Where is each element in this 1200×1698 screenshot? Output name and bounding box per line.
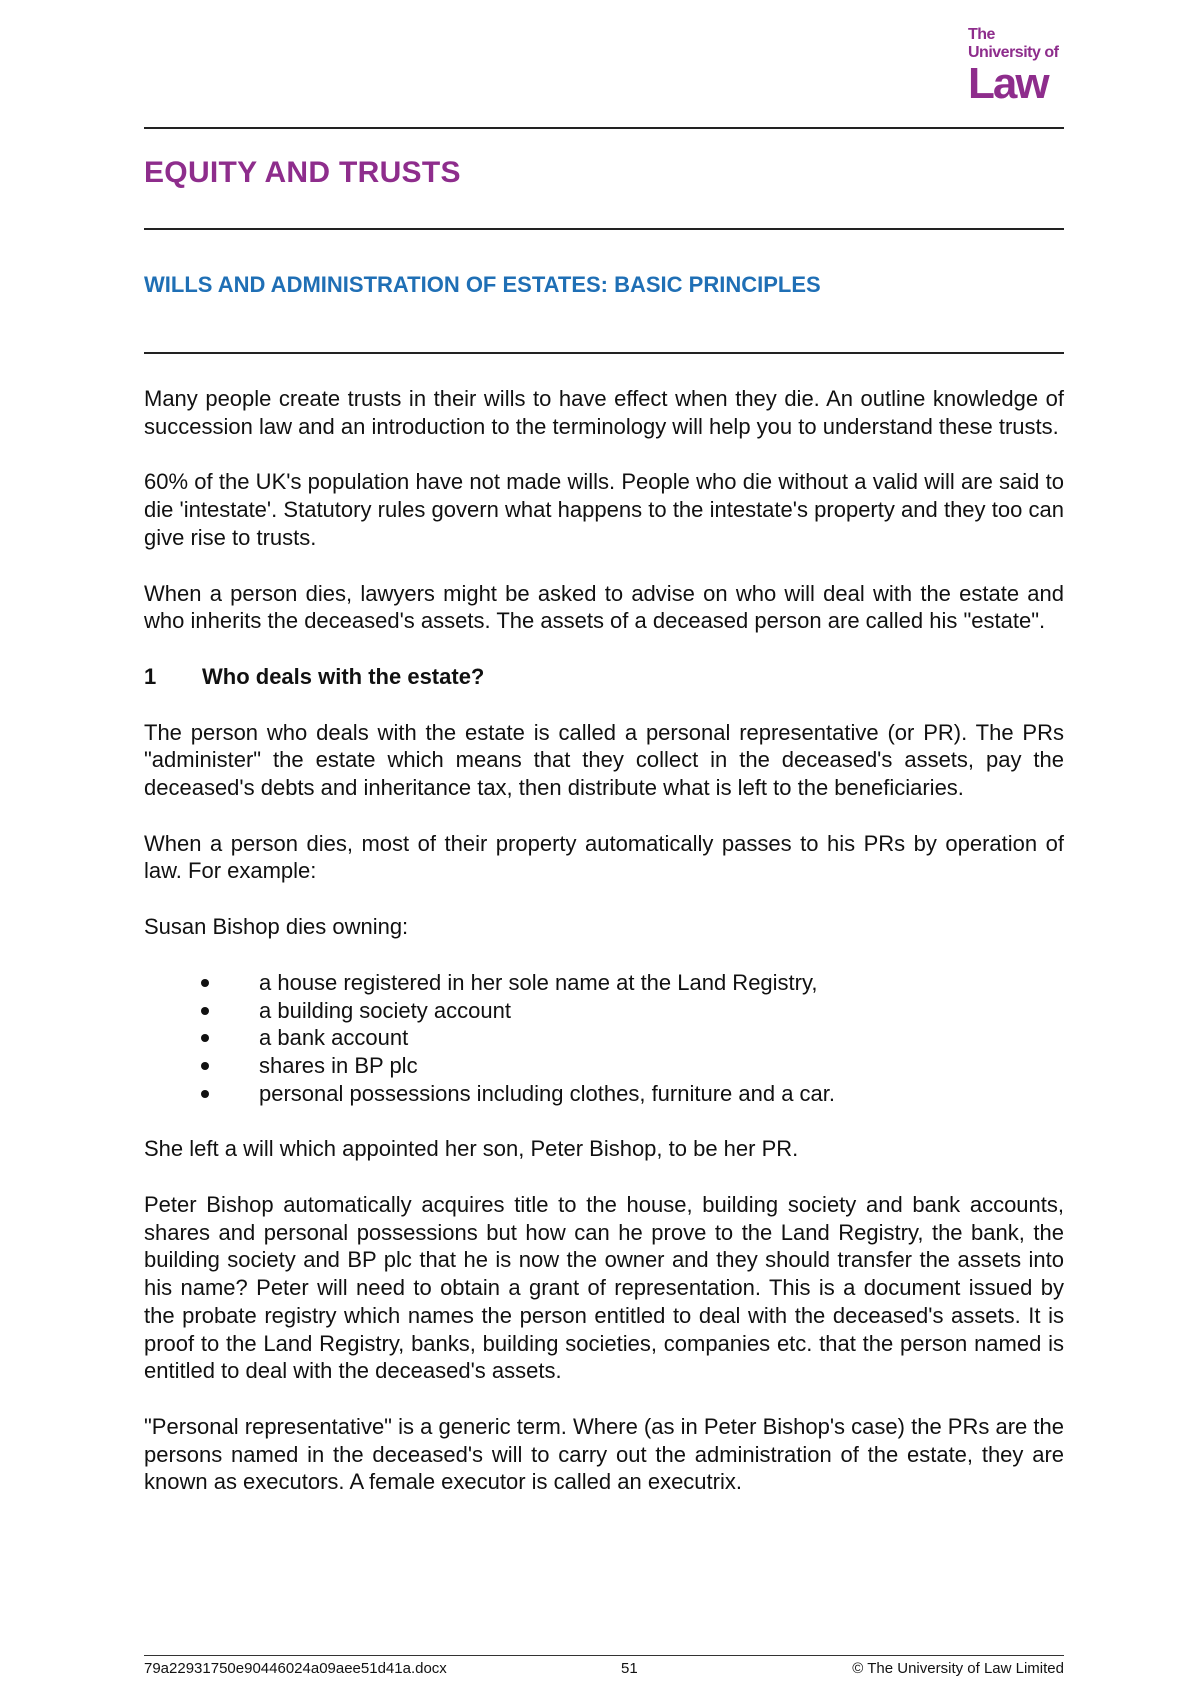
list-item [144, 1080, 1064, 1108]
header-rule-middle [144, 228, 1064, 230]
header-rule-bottom [144, 352, 1064, 354]
list-item [144, 997, 1064, 1025]
logo-line-1: The [968, 26, 995, 43]
logo-line-2: University of [968, 44, 1059, 61]
bullet-icon [201, 1090, 209, 1098]
section-heading [144, 663, 1064, 691]
bullet-icon [201, 1062, 209, 1070]
footer-rule [144, 1655, 1064, 1656]
section-heading-text: Who deals with the estate? [202, 663, 485, 689]
footer-filename: 79a22931750e90446024a09aee51d41a.docx [144, 1660, 447, 1677]
logo-line-3: Law [968, 59, 1048, 108]
section-number: 1 [144, 663, 157, 689]
asset-list [144, 969, 1064, 1108]
bullet-icon [201, 979, 209, 987]
paragraph: 60% of the UK's population have not made wills. People who die without a valid will are said to die 'intestate'. Statutory rules govern what happens to the intestate's property and they too can give rise to trusts. [144, 469, 1064, 550]
document-title: EQUITY AND TRUSTS [144, 156, 461, 189]
document-body [144, 385, 1064, 1524]
list-item [144, 1024, 1064, 1052]
list-item-text: a house registered in her sole name at the Land Registry, [259, 969, 818, 995]
list-item-text: personal possessions including clothes, furniture and a car. [259, 1080, 836, 1106]
bullet-icon [201, 1034, 209, 1042]
list-item-text: shares in BP plc [259, 1052, 418, 1078]
paragraph: Susan Bishop dies owning: [144, 914, 409, 940]
paragraph: The person who deals with the estate is called a personal representative (or PR). The PRs "administer" the estate which means that they collect in the deceased's assets, pay the deceased's debts and inheritance tax, then distribute what is left to the beneficiaries. [144, 719, 1064, 801]
paragraph: She left a will which appointed her son, Peter Bishop, to be her PR. [144, 1136, 799, 1162]
footer-page-number: 51 [621, 1660, 638, 1677]
footer-copyright: © The University of Law Limited [852, 1660, 1064, 1677]
paragraph: When a person dies, most of their property automatically passes to his PRs by operation of law. For example: [144, 830, 1064, 884]
university-of-law-logo [968, 26, 1068, 108]
header-rule-top [144, 127, 1064, 129]
paragraph: "Personal representative" is a generic term. Where (as in Peter Bishop's case) the PRs are the persons named in the deceased's will to carry out the administration of the estate, they are known as executors. A female executor is called an executrix. [144, 1413, 1064, 1495]
list-item-text: a bank account [259, 1025, 409, 1051]
paragraph: Peter Bishop automatically acquires title to the house, building society and bank accounts, shares and personal possessions but how can he prove to the Land Registry, the bank, the building society and BP plc that he is now the owner and they should transfer the assets into his name? Peter will need to obtain a grant of representation. This is a document issued by the probate registry which names the person entitled to deal with the deceased's assets. It is proof to the Land Registry, banks, building societies, companies etc. that the person named is entitled to deal with the deceased's assets. [144, 1192, 1064, 1384]
bullet-icon [201, 1007, 209, 1015]
list-item [144, 1052, 1064, 1080]
page-footer [144, 1660, 1064, 1682]
list-item-text: a building society account [259, 997, 511, 1023]
paragraph: When a person dies, lawyers might be asked to advise on who will deal with the estate and who inherits the deceased's assets. The assets of a deceased person are called his "estate". [144, 580, 1064, 634]
paragraph: Many people create trusts in their wills to have effect when they die. An outline knowledge of succession law and an introduction to the terminology will help you to understand these trusts. [144, 386, 1064, 439]
list-item [144, 969, 1064, 997]
document-subtitle: WILLS AND ADMINISTRATION OF ESTATES: BASIC PRINCIPLES [144, 272, 821, 297]
